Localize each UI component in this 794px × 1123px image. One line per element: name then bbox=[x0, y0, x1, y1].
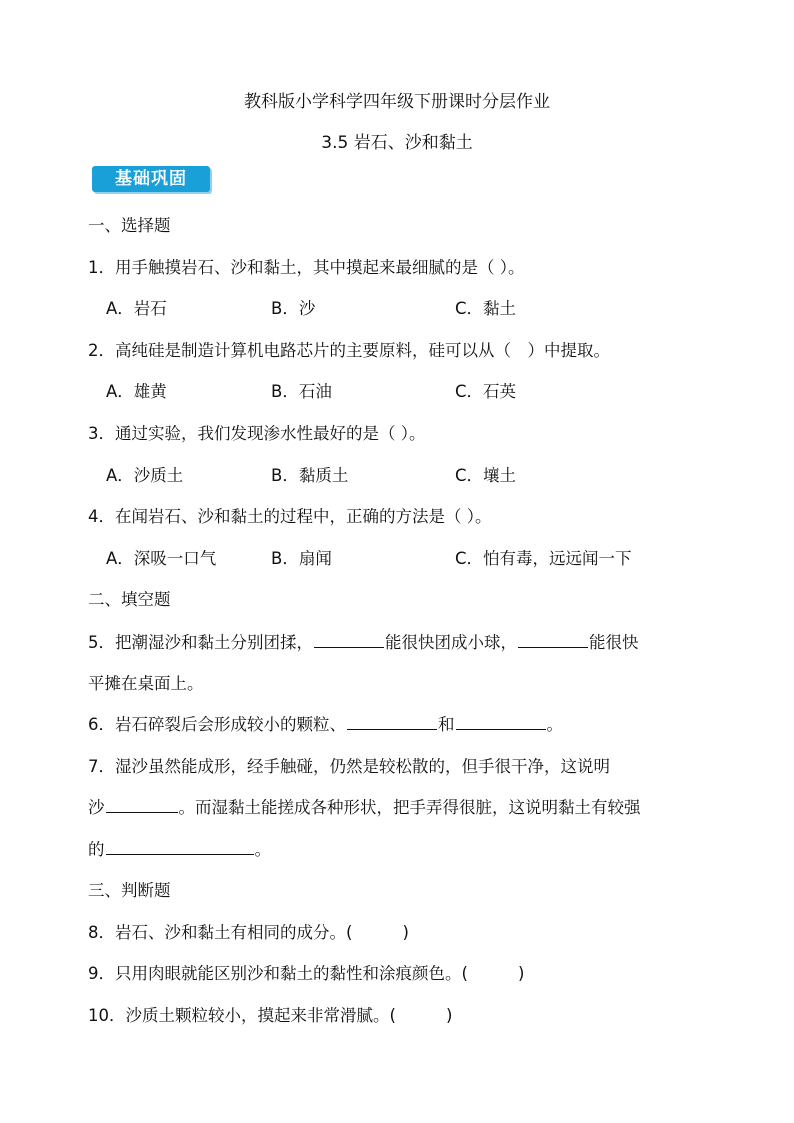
question-5-line-2: 平摊在桌面上。 bbox=[88, 674, 204, 693]
q3-option-c: C．壤土 bbox=[455, 466, 517, 485]
question-3: 3．通过实验，我们发现渗水性最好的是（ ）。 bbox=[88, 424, 426, 443]
question-7-line-3 bbox=[88, 836, 271, 860]
q6-blank-1[interactable] bbox=[347, 728, 437, 730]
question-5-line-1 bbox=[88, 629, 639, 653]
question-9 bbox=[88, 960, 524, 984]
q9-text: 9．只用肉眼就能区别沙和黏土的黏性和涂痕颜色。( bbox=[88, 964, 468, 983]
q2-option-c: C．石英 bbox=[455, 382, 517, 401]
section-badge: 基础巩固 bbox=[92, 166, 210, 192]
q10-close: ) bbox=[445, 1006, 453, 1025]
question-2: 2．高纯硅是制造计算机电路芯片的主要原料，硅可以从（ ）中提取。 bbox=[88, 341, 610, 360]
question-6 bbox=[88, 711, 563, 735]
q8-close: ) bbox=[402, 923, 409, 942]
q5-text-3: 能很快 bbox=[589, 633, 639, 652]
q7-text-4: 的 bbox=[88, 840, 105, 859]
q5-text-1: 5．把潮湿沙和黏土分别团揉， bbox=[88, 633, 313, 652]
worksheet-title: 教科版小学科学四年级下册课时分层作业 bbox=[244, 92, 550, 112]
question-4: 4．在闻岩石、沙和黏土的过程中，正确的方法是（ ）。 bbox=[88, 507, 492, 526]
q5-blank-2[interactable] bbox=[518, 646, 588, 648]
q3-option-b: B．黏质土 bbox=[271, 466, 349, 485]
q4-option-a: A．深吸一口气 bbox=[106, 549, 217, 568]
question-7-line-2 bbox=[88, 794, 641, 818]
lesson-title: 3.5 岩石、沙和黏土 bbox=[321, 133, 473, 153]
q7-text-3: 。而湿黏土能搓成各种形状，把手弄得很脏，这说明黏土有较强 bbox=[178, 798, 641, 817]
q5-text-2: 能很快团成小球， bbox=[385, 633, 517, 652]
q6-text-1: 6．岩石碎裂后会形成较小的颗粒、 bbox=[88, 715, 346, 734]
section-judge: 三、判断题 bbox=[88, 881, 171, 900]
q7-blank-1[interactable] bbox=[106, 811, 178, 813]
section-fill: 二、填空题 bbox=[88, 590, 171, 609]
q4-option-c: C．怕有毒，远远闻一下 bbox=[455, 549, 632, 568]
question-8 bbox=[88, 919, 409, 943]
q2-option-b: B．石油 bbox=[271, 382, 332, 401]
q10-text: 10．沙质土颗粒较小，摸起来非常滑腻。( bbox=[88, 1006, 396, 1025]
q8-text: 8．岩石、沙和黏土有相同的成分。( bbox=[88, 923, 353, 942]
q4-option-b: B．扇闻 bbox=[271, 549, 332, 568]
q5-blank-1[interactable] bbox=[314, 646, 384, 648]
q7-text-2: 沙 bbox=[88, 798, 105, 817]
question-7-line-1: 7．湿沙虽然能成形，经手触碰，仍然是较松散的，但手很干净，这说明 bbox=[88, 757, 610, 776]
q6-text-3: 。 bbox=[546, 715, 563, 734]
q9-close: ) bbox=[517, 964, 525, 983]
question-10 bbox=[88, 1002, 452, 1026]
q7-blank-2[interactable] bbox=[106, 853, 254, 855]
q3-option-a: A．沙质土 bbox=[106, 466, 184, 485]
q2-option-a: A．雄黄 bbox=[106, 382, 167, 401]
question-1: 1．用手触摸岩石、沙和黏土，其中摸起来最细腻的是（ ）。 bbox=[88, 258, 525, 277]
q6-text-2: 和 bbox=[438, 715, 455, 734]
section-choice: 一、选择题 bbox=[88, 216, 171, 235]
q1-option-b: B．沙 bbox=[271, 299, 316, 318]
q6-blank-2[interactable] bbox=[456, 728, 546, 730]
q1-option-c: C．黏土 bbox=[455, 299, 517, 318]
q7-text-5: 。 bbox=[254, 840, 271, 859]
q1-option-a: A．岩石 bbox=[106, 299, 167, 318]
